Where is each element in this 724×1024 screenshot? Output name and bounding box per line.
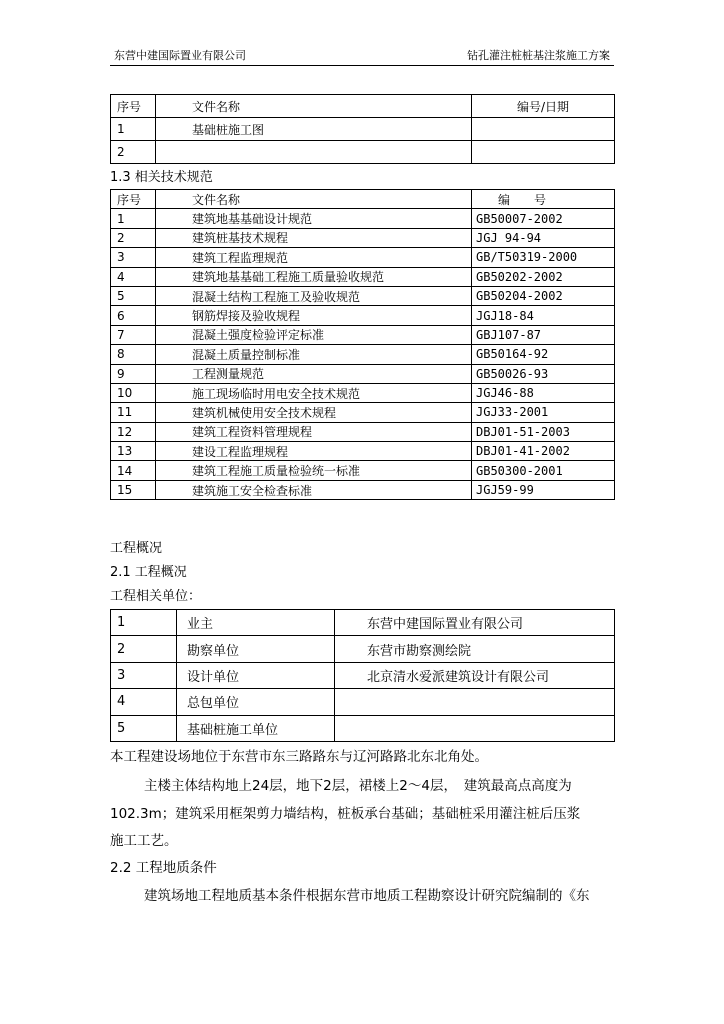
spec-code: JGJ18-84 — [472, 306, 615, 325]
spec-name: 钢筋焊接及验收规程 — [156, 306, 472, 325]
spec-code: GB50007-2002 — [472, 209, 615, 228]
row-number: 13 — [111, 442, 156, 461]
row-number: 2 — [111, 228, 156, 247]
spec-name: 建设工程监理规程 — [156, 442, 472, 461]
spec-name: 施工现场临时用电安全技术规范 — [156, 383, 472, 402]
table-row — [111, 480, 615, 499]
paragraph-geology: 建筑场地工程地质基本条件根据东营市地质工程勘察设计研究院编制的《东 — [144, 888, 590, 904]
section-heading: 2.2 工程地质条件 — [110, 860, 217, 876]
row-number: 11 — [111, 403, 156, 422]
header-cell: 序号 — [111, 190, 156, 209]
section-heading: 1.3 相关技术规范 — [110, 170, 213, 185]
spec-code: JGJ33-2001 — [472, 403, 615, 422]
paragraph-structure-line: 施工工艺。 — [110, 833, 178, 849]
row-number: 14 — [111, 461, 156, 480]
spec-name: 建筑桩基技术规程 — [156, 228, 472, 247]
unit-name — [335, 715, 615, 741]
table-row — [111, 209, 615, 228]
table-header-row — [111, 95, 615, 118]
table-row — [111, 442, 615, 461]
page-header — [110, 47, 614, 66]
row-number: 7 — [111, 325, 156, 344]
spec-code: DBJ01-41-2002 — [472, 442, 615, 461]
section-heading: 2.1 工程概况 — [110, 565, 187, 580]
header-cell: 编号/日期 — [472, 95, 615, 118]
unit-name: 东营市勘察测绘院 — [335, 636, 615, 662]
section-heading: 工程概况 — [110, 541, 163, 556]
table-row — [111, 715, 615, 741]
row-number: 10 — [111, 383, 156, 402]
row-number: 12 — [111, 422, 156, 441]
spec-name: 建筑施工安全检查标准 — [156, 480, 472, 499]
spec-code: DBJ01-51-2003 — [472, 422, 615, 441]
header-cell: 文件名称 — [156, 190, 472, 209]
paragraph-structure-line: 主楼主体结构地上24层，地下2层，裙楼上2～4层， 建筑最高点高度为 — [144, 778, 572, 794]
spec-name: 建筑地基基础工程施工质量验收规范 — [156, 267, 472, 286]
table-header-row — [111, 190, 615, 209]
table-cell — [472, 118, 615, 141]
spec-code: JGJ59-99 — [472, 480, 615, 499]
header-cell: 文件名称 — [156, 95, 472, 118]
table-row — [111, 248, 615, 267]
units-table — [110, 609, 615, 742]
specs-table — [110, 189, 615, 500]
spec-name: 建筑地基基础设计规范 — [156, 209, 472, 228]
spec-name: 混凝土强度检验评定标准 — [156, 325, 472, 344]
table-row — [111, 267, 615, 286]
spec-code: GBJ107-87 — [472, 325, 615, 344]
spec-name: 混凝土结构工程施工及验收规范 — [156, 286, 472, 305]
spec-code: GB50202-2002 — [472, 267, 615, 286]
spec-code: GB50164-92 — [472, 345, 615, 364]
paragraph-structure-line: 102.3m；建筑采用框架剪力墙结构，桩板承台基础；基础桩采用灌注桩后压浆 — [110, 806, 581, 822]
row-number: 6 — [111, 306, 156, 325]
spec-code: GB50026-93 — [472, 364, 615, 383]
table-row — [111, 286, 615, 305]
spec-code: GB50300-2001 — [472, 461, 615, 480]
table-row — [111, 118, 615, 141]
row-number: 9 — [111, 364, 156, 383]
table-row — [111, 636, 615, 662]
row-number: 8 — [111, 345, 156, 364]
table-row — [111, 383, 615, 402]
spec-name: 混凝土质量控制标准 — [156, 345, 472, 364]
unit-role: 总包单位 — [177, 689, 335, 715]
table-cell: 1 — [111, 118, 156, 141]
table-row — [111, 364, 615, 383]
row-number: 1 — [111, 610, 177, 636]
table-row — [111, 689, 615, 715]
spec-name: 建筑工程监理规范 — [156, 248, 472, 267]
row-number: 4 — [111, 689, 177, 715]
row-number: 5 — [111, 715, 177, 741]
unit-name: 东营中建国际置业有限公司 — [335, 610, 615, 636]
drawings-table — [110, 94, 615, 164]
header-company: 东营中建国际置业有限公司 — [114, 49, 246, 62]
spec-name: 建筑工程资料管理规程 — [156, 422, 472, 441]
spec-code: JGJ46-88 — [472, 383, 615, 402]
row-number: 3 — [111, 248, 156, 267]
table-cell — [156, 141, 472, 164]
paragraph-location: 本工程建设场地位于东营市东三路路东与辽河路路北东北角处。 — [110, 749, 488, 765]
table-row — [111, 306, 615, 325]
units-label: 工程相关单位： — [110, 589, 202, 604]
unit-role: 设计单位 — [177, 662, 335, 688]
table-row — [111, 461, 615, 480]
table-row — [111, 325, 615, 344]
row-number: 4 — [111, 267, 156, 286]
row-number: 15 — [111, 480, 156, 499]
row-number: 5 — [111, 286, 156, 305]
row-number: 2 — [111, 636, 177, 662]
table-cell — [472, 141, 615, 164]
row-number: 1 — [111, 209, 156, 228]
unit-name: 北京清水爱派建筑设计有限公司 — [335, 662, 615, 688]
unit-role: 基础桩施工单位 — [177, 715, 335, 741]
spec-name: 建筑工程施工质量检验统一标准 — [156, 461, 472, 480]
unit-role: 勘察单位 — [177, 636, 335, 662]
unit-name — [335, 689, 615, 715]
table-row — [111, 228, 615, 247]
table-row — [111, 345, 615, 364]
table-cell: 2 — [111, 141, 156, 164]
header-doc-title: 钻孔灌注桩桩基注浆施工方案 — [467, 49, 610, 62]
row-number: 3 — [111, 662, 177, 688]
table-row — [111, 403, 615, 422]
table-row — [111, 662, 615, 688]
unit-role: 业主 — [177, 610, 335, 636]
header-cell: 编 号 — [472, 190, 615, 209]
table-cell: 基础桩施工图 — [156, 118, 472, 141]
table-row — [111, 422, 615, 441]
spec-code: GB50204-2002 — [472, 286, 615, 305]
spec-name: 建筑机械使用安全技术规程 — [156, 403, 472, 422]
table-row — [111, 610, 615, 636]
spec-code: JGJ 94-94 — [472, 228, 615, 247]
header-cell: 序号 — [111, 95, 156, 118]
table-row — [111, 141, 615, 164]
spec-code: GB/T50319-2000 — [472, 248, 615, 267]
spec-name: 工程测量规范 — [156, 364, 472, 383]
